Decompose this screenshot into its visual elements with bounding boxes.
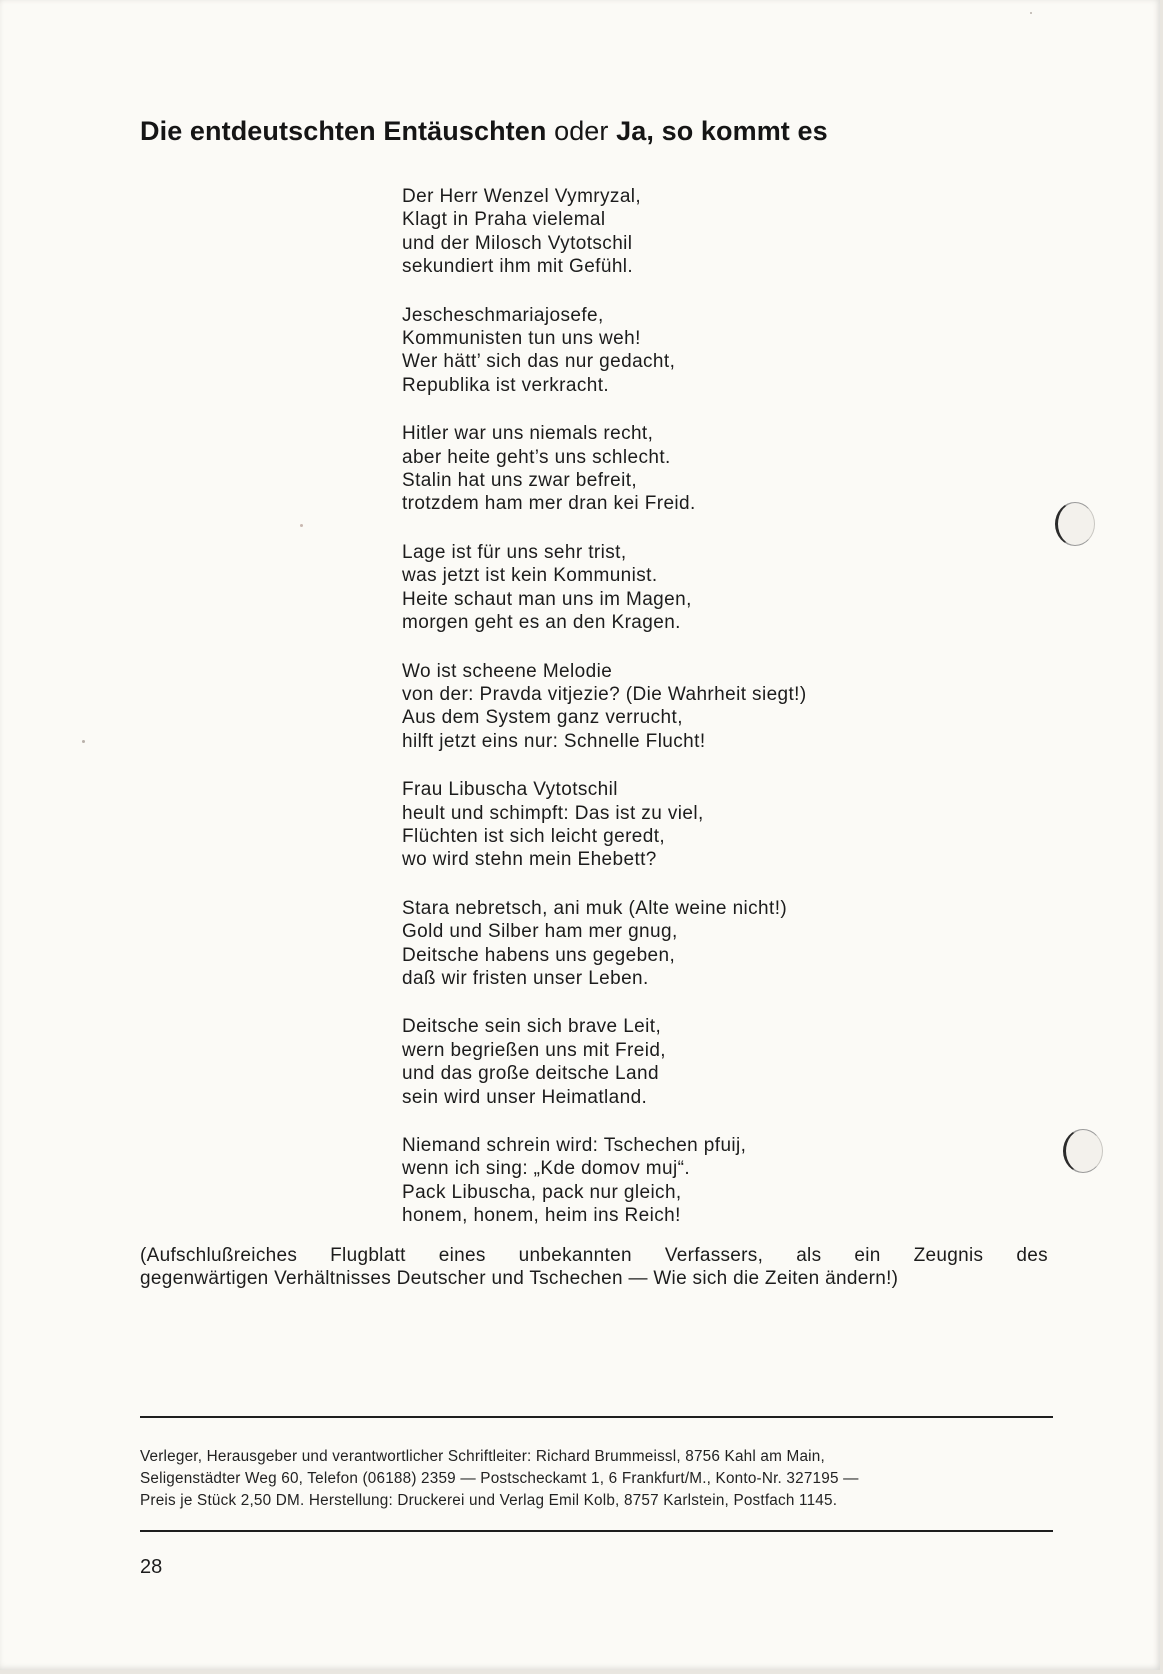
poem-line: Wo ist scheene Melodie	[402, 660, 613, 682]
imprint-line-2: Seligenstädter Weg 60, Telefon (06188) 2359 — Postscheckamt 1, 6 Frankfurt/M., Konto-Nr. 327195 —	[140, 1470, 859, 1487]
poem-line: Gold und Silber ham mer gnug,	[402, 921, 678, 943]
paper-speck	[82, 740, 85, 743]
poem-line: Republika ist verkracht.	[402, 374, 610, 396]
poem-stanza	[402, 185, 962, 279]
poem-line: Klagt in Praha vielemal	[402, 209, 606, 231]
note-word: Flugblatt	[330, 1245, 406, 1266]
poem-stanza	[402, 897, 962, 991]
poem-line: wenn ich sing: „Kde domov muj“.	[402, 1158, 691, 1180]
poem-stanza	[402, 422, 962, 516]
title-part-1: Die entdeutschten Entäuschten	[140, 116, 547, 146]
poem-line: sein wird unser Heimatland.	[402, 1086, 648, 1108]
top-divider	[140, 1416, 1053, 1418]
poem-line: Flüchten ist sich leicht geredt,	[402, 825, 666, 847]
poem-line: wern begrießen uns mit Freid,	[402, 1039, 666, 1061]
page-title	[140, 116, 828, 147]
poem-stanza	[402, 304, 962, 398]
imprint	[140, 1446, 1053, 1512]
punch-hole-lower	[1063, 1129, 1103, 1173]
poem-line: und der Milosch Vytotschil	[402, 232, 633, 254]
paper-speck	[1030, 12, 1032, 14]
poem-line: Kommunisten tun uns weh!	[402, 328, 641, 350]
poem-line: heult und schimpft: Das ist zu viel,	[402, 802, 704, 824]
poem-line: aber heite geht’s uns schlecht.	[402, 446, 671, 468]
poem-stanza	[402, 660, 962, 754]
poem-line: Aus dem System ganz verrucht,	[402, 707, 683, 729]
poem-line: von der: Pravda vitjezie? (Die Wahrheit siegt!)	[402, 683, 807, 705]
poem-line: wo wird stehn mein Ehebett?	[402, 849, 657, 871]
title-part-2: Ja, so kommt es	[616, 116, 828, 146]
note-word: des	[1016, 1245, 1048, 1266]
poem-line: Frau Libuscha Vytotschil	[402, 779, 618, 801]
poem-line: Der Herr Wenzel Vymryzal,	[402, 186, 642, 207]
poem-line: Stalin hat uns zwar befreit,	[402, 470, 638, 492]
poem-stanza	[402, 778, 962, 872]
title-connector: oder	[554, 116, 609, 146]
poem-line: Deitsche sein sich brave Leit,	[402, 1016, 662, 1038]
punch-hole-upper	[1055, 502, 1095, 546]
poem-line: Wer hätt’ sich das nur gedacht,	[402, 351, 676, 373]
poem-line: Stara nebretsch, ani muk (Alte weine nicht!)	[402, 897, 788, 919]
poem-line: trotzdem ham mer dran kei Freid.	[402, 493, 696, 515]
poem-line: daß wir fristen unser Leben.	[402, 967, 649, 989]
poem-line: Niemand schrein wird: Tschechen pfuij,	[402, 1135, 747, 1156]
poem-line: Jescheschmariajosefe,	[402, 304, 604, 326]
note-word: als	[796, 1245, 822, 1266]
note-word: unbekannten	[518, 1245, 632, 1266]
poem-line: Heite schaut man uns im Magen,	[402, 588, 692, 610]
poem-line: Lage ist für uns sehr trist,	[402, 541, 627, 563]
poem-line: und das große deitsche Land	[402, 1063, 659, 1085]
poem-line: morgen geht es an den Kragen.	[402, 612, 681, 634]
note-line-1	[140, 1244, 1048, 1267]
poem-line: sekundiert ihm mit Gefühl.	[402, 256, 634, 278]
poem-line: Pack Libuscha, pack nur gleich,	[402, 1181, 682, 1203]
poem	[402, 185, 962, 1253]
poem-line: honem, honem, heim ins Reich!	[402, 1205, 681, 1227]
poem-line: hilft jetzt eins nur: Schnelle Flucht!	[402, 730, 706, 752]
note-word: Zeugnis	[913, 1245, 984, 1266]
poem-line: was jetzt ist kein Kommunist.	[402, 565, 658, 587]
poem-stanza	[402, 541, 962, 635]
note-word: ein	[854, 1245, 881, 1266]
editorial-note	[140, 1244, 1048, 1290]
poem-stanza	[402, 1134, 962, 1228]
note-line-2: gegenwärtigen Verhältnisses Deutscher und Tschechen — Wie sich die Zeiten ändern!)	[140, 1268, 899, 1289]
note-word: (Aufschlußreiches	[140, 1245, 298, 1266]
note-word: Verfassers,	[664, 1245, 764, 1266]
poem-line: Hitler war uns niemals recht,	[402, 423, 654, 445]
note-word: eines	[438, 1245, 486, 1266]
poem-line: Deitsche habens uns gegeben,	[402, 944, 676, 966]
bottom-divider	[140, 1530, 1053, 1532]
page-number: 28	[140, 1556, 163, 1578]
imprint-line-3: Preis je Stück 2,50 DM. Herstellung: Druckerei und Verlag Emil Kolb, 8757 Karlstein, Postfach 1145.	[140, 1492, 838, 1509]
poem-stanza	[402, 1015, 962, 1109]
paper-speck	[300, 524, 303, 527]
imprint-line-1: Verleger, Herausgeber und verantwortlicher Schriftleiter: Richard Brummeissl, 8756 Kahl am Main,	[140, 1448, 825, 1465]
